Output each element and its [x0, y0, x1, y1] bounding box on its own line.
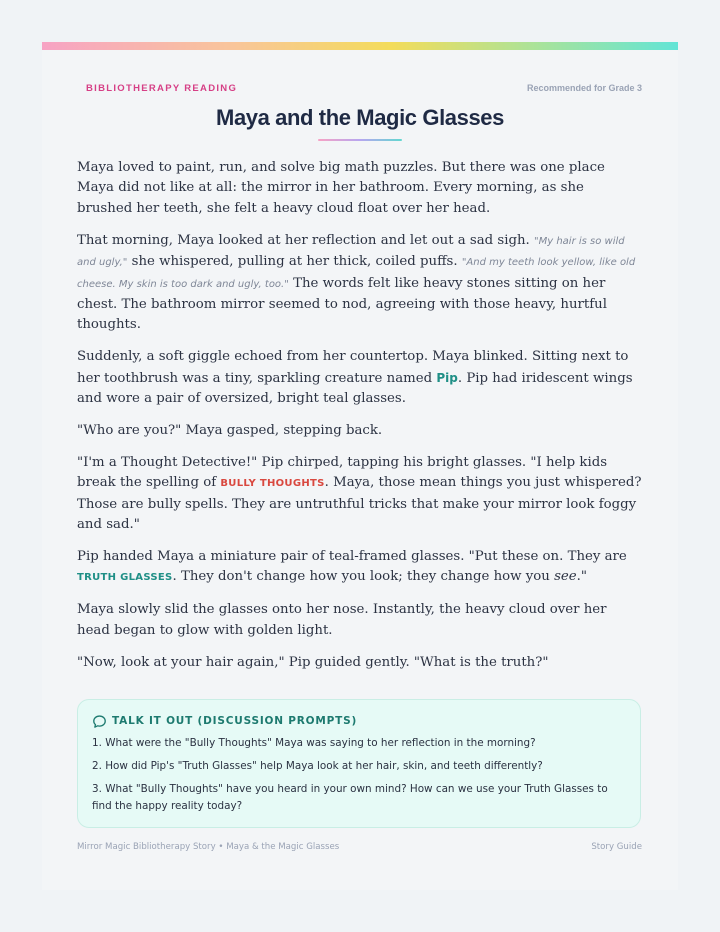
- title-underline: [318, 139, 402, 141]
- footer-story-title: Mirror Magic Bibliotherapy Story • Maya & the Magic Glasses: [77, 842, 340, 852]
- chat-bubble-icon: [92, 714, 107, 729]
- bully-thought-quote: "My hair is so wild and ugly,": [77, 235, 625, 269]
- discussion-header: [92, 713, 622, 729]
- story-text: "I'm a Thought Detective!" Pip chirped, tapping his bright glasses. "I help kids break the spelling of: [77, 454, 608, 491]
- emphasis-see: see: [554, 569, 577, 585]
- story-text: she whispered, pulling at her thick, coiled puffs.: [127, 254, 462, 270]
- story-text: That morning, Maya looked at her reflection and let out a sad sigh.: [77, 232, 535, 248]
- discussion-prompt: 3. What "Bully Thoughts" have you heard in your own mind? How can we use your Truth Glasses to find the happy reality today?: [92, 783, 608, 812]
- discussion-prompt: 2. How did Pip's "Truth Glasses" help Maya look at her hair, skin, and teeth differently?: [92, 760, 543, 772]
- grade-label: Recommended for Grade 3: [526, 83, 642, 93]
- story-text: Pip handed Maya a miniature pair of teal-framed glasses. "Put these on. They are: [77, 549, 627, 564]
- discussion-box: [77, 699, 641, 828]
- story-card: [42, 42, 678, 890]
- story-body: [77, 158, 643, 682]
- bully-thoughts-term: BULLY THOUGHTS: [220, 478, 325, 490]
- header-row: [86, 83, 642, 97]
- page-title: Maya and the Magic Glasses: [216, 105, 504, 130]
- story-paragraph-5: [77, 453, 643, 536]
- story-paragraph-3: [77, 347, 643, 409]
- category-tag: BIBLIOTHERAPY READING: [86, 83, 238, 94]
- story-text: . Pip had iridescent wings and wore a pair of oversized, bright teal glasses.: [77, 370, 633, 407]
- page-footer: [77, 842, 642, 854]
- story-text: .": [576, 569, 587, 585]
- story-paragraph-2: [77, 231, 643, 336]
- story-paragraph-7: Maya slowly slid the glasses onto her nose. Instantly, the heavy cloud over her head began to glow with golden light.: [77, 602, 607, 638]
- bully-thought-quote: "And my teeth look yellow, like old cheese. My skin is too dark and ugly, too.": [77, 257, 636, 290]
- discussion-title: TALK IT OUT (DISCUSSION PROMPTS): [112, 715, 358, 727]
- rainbow-header-bar: [42, 42, 678, 50]
- footer-guide-label: Story Guide: [591, 842, 642, 852]
- story-paragraph-4: "Who are you?" Maya gasped, stepping back.: [77, 422, 383, 438]
- story-text: . They don't change how you look; they change how you: [172, 569, 555, 585]
- story-text: Suddenly, a soft giggle echoed from her countertop. Maya blinked. Sitting next to her toothbrush was a tiny, sparkling creature named: [77, 349, 629, 386]
- story-paragraph-6: [77, 547, 643, 589]
- character-name-pip: Pip: [436, 370, 458, 385]
- story-paragraph-1: Maya loved to paint, run, and solve big math puzzles. But there was one place Maya did not like at all: the mirror in her bathroom. Every morning, as she brushed her teeth, she felt a heavy cloud float over her head.: [77, 160, 605, 216]
- discussion-prompt-list: [92, 735, 622, 815]
- discussion-prompt: 1. What were the "Bully Thoughts" Maya was saying to her reflection in the morning?: [92, 737, 536, 749]
- story-paragraph-8: "Now, look at your hair again," Pip guided gently. "What is the truth?": [77, 654, 549, 670]
- story-text: . Maya, those mean things you just whispered? Those are bully spells. They are untruthful tricks that make your mirror look foggy and sad.": [77, 475, 642, 533]
- story-text: The words felt like heavy stones sitting on her chest. The bathroom mirror seemed to nod, agreeing with those heavy, hurtful thoughts.: [77, 275, 607, 333]
- truth-glasses-term: TRUTH GLASSES: [77, 572, 173, 584]
